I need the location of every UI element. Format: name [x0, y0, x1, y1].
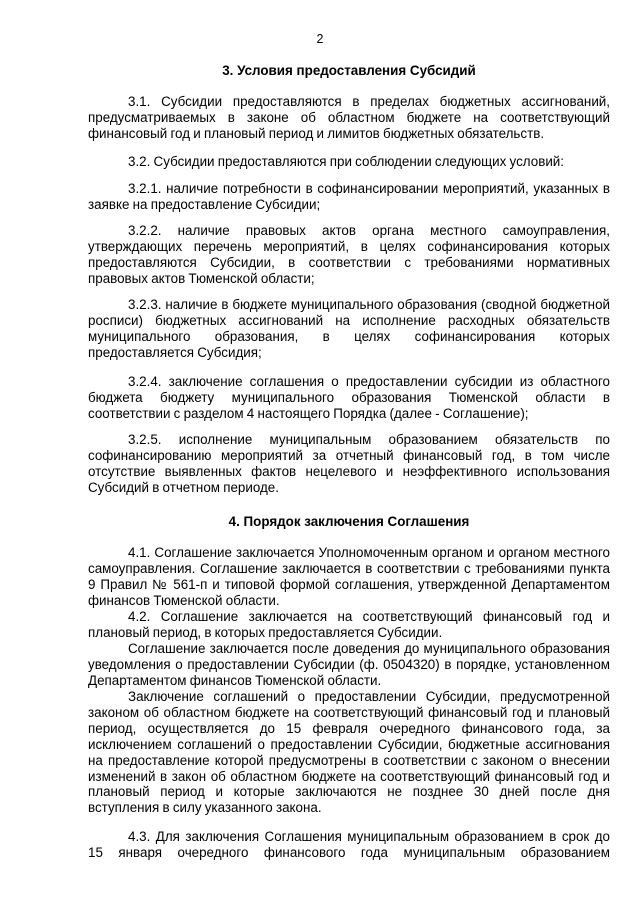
paragraph-3-2-1: 3.2.1. наличие потребности в софинансировании мероприятий, указанных в заявке на предоставление Субсидии;	[88, 181, 610, 212]
paragraph-3-2: 3.2. Субсидии предоставляются при соблюдении следующих условий:	[128, 154, 564, 169]
paragraph-4-2-notice: Соглашение заключается после доведения до муниципального образования уведомления о предоставлении Субсидии (ф. 0504320) в порядке, установленном Департаментом финансов Тюменской области.	[88, 641, 610, 688]
paragraph-3-2-4: 3.2.4. заключение соглашения о предоставлении субсидии из областного бюджета бюджету муниципального образования Тюменской области в соответствии с разделом 4 настоящего Порядка (далее - Соглашение);	[88, 374, 610, 421]
paragraph-4-1: 4.1. Соглашение заключается Уполномоченным органом и органом местного самоуправления. Соглашение заключается в соответствии с требованиями пункта 9 Правил № 561-п и типовой формой соглашения, утвержденной Департаментом финансов Тюменской области.	[88, 545, 610, 608]
section-4-heading: 4. Порядок заключения Соглашения	[228, 514, 470, 529]
section-3-heading: 3. Условия предоставления Субсидий	[222, 63, 476, 78]
paragraph-4-3: 4.3. Для заключения Соглашения муниципальным образованием в срок до 15 января очередного финансового года муниципальным образованием	[88, 829, 610, 860]
page-number: 2	[316, 32, 324, 46]
paragraph-3-2-2: 3.2.2. наличие правовых актов органа местного самоуправления, утверждающих перечень мероприятий, в целях софинансирования которых предоставляются Субсидии, в соответствии с требованиями нормативных правовых актов Тюменской области;	[88, 223, 610, 286]
paragraph-4-2-deadlines: Заключение соглашений о предоставлении Субсидии, предусмотренной законом об областном бюджете на соответствующий финансовый год и плановый период, осуществляется до 15 февраля очередного финансового года, за исключением соглашений о предоставлении Субсидии, бюджетные ассигнования на предоставление которой предусмотрены в соответствии с законом о внесении изменений в закон об областном бюджете на соответствующий финансовый год и плановый период и которые заключаются не позднее 30 дней после дня вступления в силу указанного закона.	[88, 689, 610, 816]
paragraph-4-2: 4.2. Соглашение заключается на соответствующий финансовый год и плановый период, в которых предоставляется Субсидии.	[88, 609, 610, 640]
paragraph-3-2-5: 3.2.5. исполнение муниципальным образованием обязательств по софинансированию мероприятий за отчетный финансовый год, в том числе отсутствие выявленных фактов нецелевого и неэффективного использования Субсидий в отчетном периоде.	[88, 432, 610, 495]
paragraph-3-2-3: 3.2.3. наличие в бюджете муниципального образования (сводной бюджетной росписи) бюджетных ассигнований на исполнение расходных обязательств муниципального образования, в целях софинансирования которых предоставляется Субсидия;	[88, 297, 610, 360]
paragraph-3-1: 3.1. Субсидии предоставляются в пределах бюджетных ассигнований, предусматриваемых в законе об областном бюджете на соответствующий финансовый год и плановый период и лимитов бюджетных обязательств.	[88, 94, 610, 141]
